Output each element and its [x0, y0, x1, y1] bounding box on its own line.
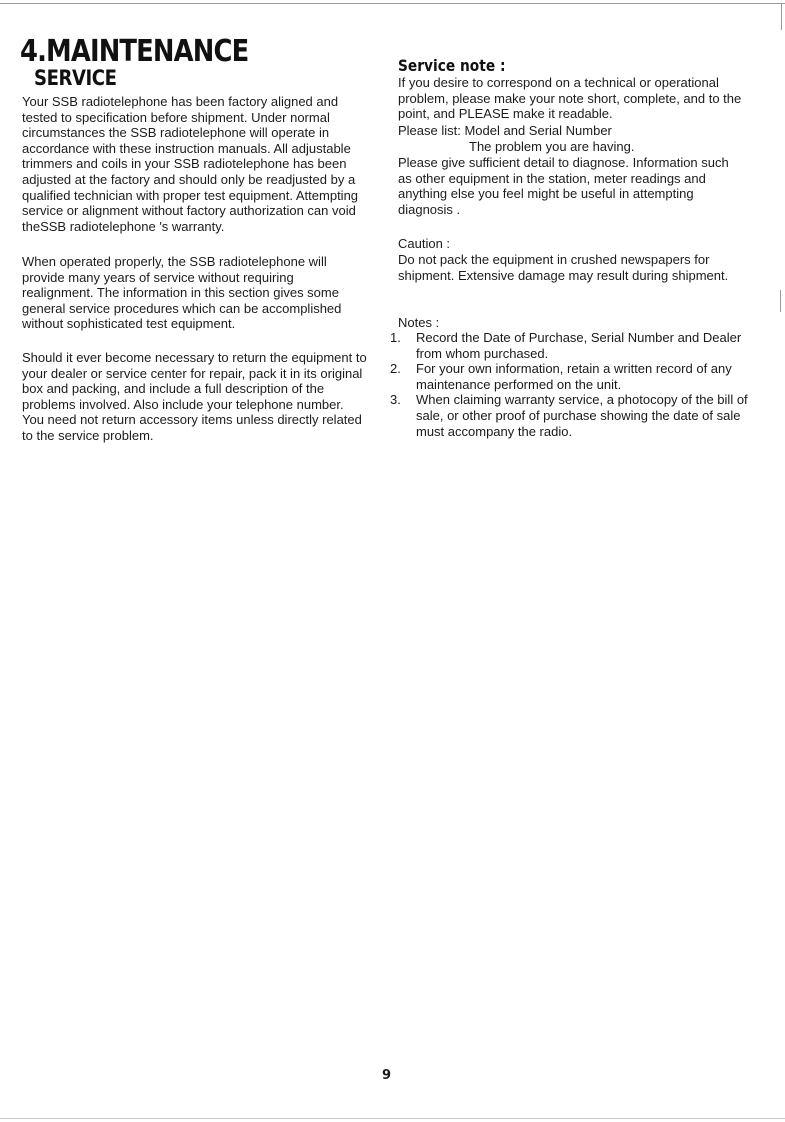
caution-text: Do not pack the equipment in crushed newspapers for shipment. Extensive damage may result during shipment.: [398, 252, 729, 283]
note-text: When claiming warranty service, a photocopy of the bill of sale, or other proof of purchase showing the date of sale must accompany the radio.: [416, 392, 748, 439]
caution-label: Caution :: [398, 236, 451, 251]
top-rule: [0, 3, 785, 4]
note-number: 2.: [390, 361, 401, 377]
bottom-rule: [0, 1118, 785, 1119]
note-number: 3.: [390, 392, 401, 408]
service-paragraph: Your SSB radiotelephone has been factory aligned and tested to specification before shipment. Under normal circumstances the SSB radiotelephone will operate in accordance with these instruction manuals. All adjustable trimmers and coils in your SSB radiotelephone has been adjusted at the factory and should only be readjusted by a qualified technician with proper test equipment. Attempting service or alignment without factory authorization can void theSSB radiotelephone 's warranty.: [22, 94, 359, 234]
service-note-heading: Service note :: [398, 56, 506, 75]
note-text: Record the Date of Purchase, Serial Number and Dealer from whom purchased.: [416, 330, 742, 361]
service-note-list-line: Please list: Model and Serial Number: [398, 123, 612, 138]
service-note-intro: If you desire to correspond on a technical or operational problem, please make your note short, complete, and to the point, and PLEASE make it readable.: [398, 75, 742, 122]
service-heading: SERVICE: [34, 66, 117, 90]
right-edge-mark: [781, 4, 782, 30]
notes-label: Notes :: [398, 315, 440, 330]
note-number: 1.: [390, 330, 401, 345]
service-paragraph: When operated properly, the SSB radiotelephone will provide many years of service without requiring realignment. The information in this section gives some general service procedures which can be accomplished without sophisticated test equipment.: [22, 254, 342, 332]
note-item: [390, 361, 750, 392]
note-text: For your own information, retain a written record of any maintenance performed on the unit.: [416, 361, 732, 392]
note-item: [390, 392, 750, 439]
section-heading: 4.MAINTENANCE: [20, 34, 249, 69]
service-note-list-line: The problem you are having.: [469, 139, 635, 154]
service-paragraph: Should it ever become necessary to return the equipment to your dealer or service center for repair, pack it in its original box and packing, and include a full description of the problems involved. Also include your telephone number. You need not return accessory items unless directly related to the service problem.: [22, 350, 367, 443]
service-note-detail: Please give sufficient detail to diagnose. Information such as other equipment in the station, meter readings and anything else you feel might be useful in attempting diagnosis .: [398, 155, 729, 217]
note-item: [390, 330, 750, 361]
right-edge-mark: [780, 290, 781, 312]
page-number: 9: [382, 1068, 392, 1083]
notes-list: [390, 330, 750, 439]
